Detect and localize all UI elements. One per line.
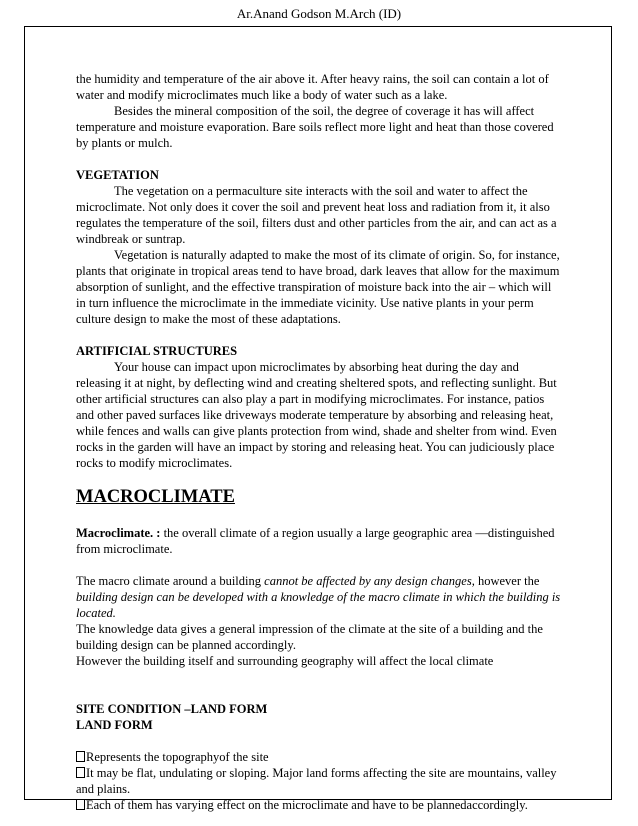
page-header: Ar.Anand Godson M.Arch (ID) [236,6,402,21]
macroclimate-definition [76,525,562,557]
intro-paragraph-2: Besides the mineral composition of the soil, the degree of coverage it has will affect temperature and moisture evaporation. Bare soils reflect more light and heat than those covered by plants or mulch. [76,104,554,150]
vegetation-heading: VEGETATION [76,168,159,182]
document-body [76,71,562,813]
vegetation-paragraph-1: The vegetation on a permaculture site interacts with the soil and water to affect the microclimate. Not only does it cover the soil and prevent heat loss and radiation from it, it also regulates the temperature of the soil, filters dust and other particles from the air, and can act as a windbreak or suntrap. [76,184,557,246]
macroclimate-paragraph-3: However the building itself and surrounding geography will affect the local climate [76,654,494,668]
box-bullet-icon [76,799,85,810]
box-bullet-icon [76,751,85,762]
land-form-bullet-2 [76,765,562,797]
vegetation-paragraph-2: Vegetation is naturally adapted to make the most of its climate of origin. So, for instance, plants that originate in tropical areas tend to have broad, dark leaves that allow for the maximum absorption of sunlight, and the effective transpiration of moisture back into the air – which will in turn influence the microclimate in the immediate vicinity. Use native plants in your perm culture design to make the most of these adaptations. [76,248,560,326]
spacer [76,733,562,749]
box-bullet-icon [76,767,85,778]
artificial-structures-heading: ARTIFICIAL STRUCTURES [76,344,238,358]
land-form-heading: LAND FORM [76,718,153,732]
macro-emphasis-1: cannot be affected by any design changes, [264,574,475,588]
macroclimate-paragraph-2: The knowledge data gives a general impression of the climate at the site of a building and the building design can be planned accordingly. [76,622,543,652]
spacer [76,557,562,573]
site-condition-heading: SITE CONDITION –LAND FORM [76,702,268,716]
bullet-text: Each of them has varying effect on the microclimate and have to be plannedaccordingly. [86,798,528,812]
macro-emphasis-2: building design can be developed with a knowledge of the macro climate in which the building is located. [76,590,561,620]
artificial-structures-paragraph: Your house can impact upon microclimates by absorbing heat during the day and releasing it at night, by deflecting wind and creating sheltered spots, and reflecting sunlight. But other artificial structures can also play a part in modifying microclimates. For instance, patios and other paved surfaces like driveways moderate temperature by absorbing and releasing heat, while fences and walls can give plants protection from wind, shade and shelter from wind. Even rocks in the garden will have an impact by storing and releasing heat. You can judiciously place rocks to modify microclimates. [76,360,557,470]
intro-paragraph-1: the humidity and temperature of the air above it. After heavy rains, the soil can contain a lot of water and modify microclimates much like a body of water such as a lake. [76,72,549,102]
bullet-text: It may be flat, undulating or sloping. Major land forms affecting the site are mountains, valley and plains. [76,766,557,796]
bullet-text: Represents the topographyof the site [86,750,269,764]
macroclimate-paragraph-1 [76,573,562,621]
macroclimate-heading: MACROCLIMATE [76,487,235,507]
macro-text-mid: however the [474,574,540,588]
land-form-bullet-1 [76,749,562,765]
macroclimate-term: Macroclimate. : [76,526,161,540]
spacer [76,669,562,701]
land-form-bullet-3 [76,797,562,813]
macro-text-start: The macro climate around a building [76,574,265,588]
macroclimate-definition-text: the overall climate of a region usually a large geographic area —distinguished from microclimate. [76,526,555,556]
